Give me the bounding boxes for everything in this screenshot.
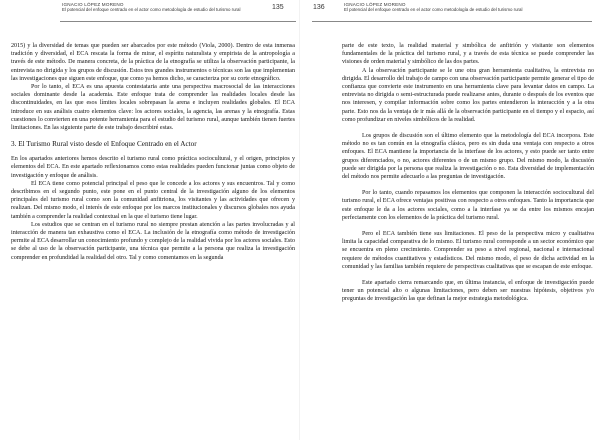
page-gutter	[299, 0, 300, 440]
header-text	[344, 2, 522, 12]
paragraph: Por lo tanto, el ECA es una apuesta contestataria ante una perspectiva macrosocial de las interacciones sociales dominante desde la academia. Este enfoque trata de comprender las realidades locales desde las discontinuidades, en las que esos límites locales sobrepasan la arena e incluyen realidades globales. El ECA introduce en sus análisis cuatro elementos clave: los actores sociales, la agencia, las arenas y la etnografía. Estas cuestiones lo convierten en una potente herramienta para el estudio del turismo rural, aunque también tienen fuertes limitaciones. En las siguiente parte de este trabajo describiré estas.	[11, 84, 295, 132]
header-title: El potencial del enfoque centrado en el actor como metodología de estudio del turismo rural	[62, 7, 241, 12]
page-number: 135	[272, 4, 284, 11]
paragraph: parte de este texto, la realidad material y simbólica de anfitrión y visitante son elementos fundamentales de la práctica del turismo rural, y a través de esta técnica se puede comprender las visiones de orden material y simbólico de las dos partes.	[342, 43, 594, 66]
header-title: El potencial del enfoque centrado en el actor como metodología de estudio del turismo rural	[344, 7, 523, 12]
paragraph: A la observación participante se le une otra gran herramienta cualitativa, la entrevista no dirigida. El desarrollo del trabajo de campo con una observación participante permite generar el tipo de confianza que convierte este instrumento en una herramienta clave para levantar datos en campo. La entrevista no dirigida o semi-estructurada puede realizarse antes, durante o después de los eventos que nos interesen, y compilar información sobre como los partes entendieron la interacción y a la otra parte. Esto nos da la ventaja de ir más allá de la observación participante en el tiempo y el espacio, así como profundizar en niveles simbólicos de la realidad.	[342, 67, 594, 123]
running-header	[62, 2, 292, 20]
section-heading: 3. El Turismo Rural visto desde el Enfoque Centrado en el Actor	[11, 140, 197, 149]
paragraph: Los estudios que se centran en el turismo rural no siempre prestan atención a las partes involucradas y al interacción de manera tan exhaustiva como el ECA. La inclusión de la etnografía como método de investigación permite al ECA desarrollar un conocimiento profundo y complejo de la realidad vivida por los actores sociales. Esto se debe al uso de la observación participante, una técnica que permite a la persona que realiza la investigación comprender en profundidad la realidad del otro. Tal y como comentamos en la segunda	[11, 221, 295, 261]
header-rule	[60, 21, 296, 22]
right-page	[304, 0, 596, 440]
header-rule	[312, 21, 592, 22]
page-number: 136	[313, 4, 325, 11]
paragraph: Por lo tanto, cuando repasamos los elementos que componen la interacción sociocultural del turismo rural, el ECA ofrece ventajas positivas con respecto a otros enfoques. Tanto la importancia que este enfoque le da a los actores sociales, como a la interfase ya se da entre los mismos encajan perfectamente con los elementos de la práctica del turismo rural.	[342, 190, 594, 221]
page-body	[342, 42, 594, 304]
paragraph: El ECA tiene como potencial principal el peso que le concede a los actores y sus encuentros. Tal y como describimos en el segundo punto, este pone en el punto central de la investigación alguno de los elementos principales del turismo rural como son la comunidad anfitriona, los visitantes y las actividades que ofrecen y realizan. Del mismo modo, el interés de este enfoque por los marcos institucionales y discursos globales nos ayuda también a comprender la realidad contextual en la que el turismo tiene lugar.	[11, 180, 295, 220]
header-author: IGNACIO LÓPEZ MORENO	[344, 2, 406, 7]
paragraph: Los grupos de discusión son el último elemento que la metodología del ECA incorpora. Este método no es tan común en la etnografía clásica, pero es sin duda una ventaja con respecto a otros enfoques. El ECA mantiene la importancia de la interfase de los actores, y esto puede ser tanto entre grupos diferenciados, o no, actores diferentes o de un mismo grupo. Del mismo modo, la discusión puede ser dirigida por la persona que realiza la investigación o no. Esta diversidad de implementación del método nos permite adecuarlo a las preguntas de investigación.	[342, 133, 594, 181]
running-header	[310, 2, 590, 20]
page-body	[11, 42, 295, 262]
paragraph: En los apartados anteriores hemos descrito el turismo rural como práctica sociocultural, y el origen, principios y elementos del ECA. En este apartado reflexionamos como estas realidades pueden funcionar juntas como objeto de investigación y enfoque de análisis.	[11, 156, 295, 179]
paragraph: Este apartado cierra remarcando que, en última instancia, el enfoque de investigación puede tener un potencial alto o algunas limitaciones, pero deben ser nuestras hipótesis, objetivos y/o preguntas de investigación las que definan la mejor estrategia metodológica.	[342, 280, 594, 303]
left-page	[4, 0, 296, 440]
paragraph: 2015) y la diversidad de temas que pueden ser abarcados por este método (Viola, 2000). Dentro de esta inmensa tradición y diversidad, el ECA rescata la forma de mirar, el espíritu naturalista y empirista de la antropología a través de este método. De manera concreta, de la práctica de la etnografía se utiliza la observación participante, la entrevista no dirigida y los grupos de discusión. Estos tres grandes instrumentos o técnicas son las que implementan las investigaciones que siguen este enfoque, que como ya hemos dicho, se caracteriza por su corte etnográfico.	[11, 43, 295, 82]
header-author: IGNACIO LÓPEZ MORENO	[62, 2, 124, 7]
paragraph: Pero el ECA también tiene sus limitaciones. El peso de la perspectiva micro y cualitativa limita la capacidad comparativa de lo mismo. El turismo rural corresponde a un sector económico que se encuentra en pleno crecimiento. Comprender su peso a nivel regional, nacional e internacional requiere de métodos cuantitativos y estadísticos. Del mismo modo, el peso de dicha actividad en la comunidad y las familias también requiere de perspectivas cualitativas que se escapan de este enfoque.	[342, 231, 594, 270]
